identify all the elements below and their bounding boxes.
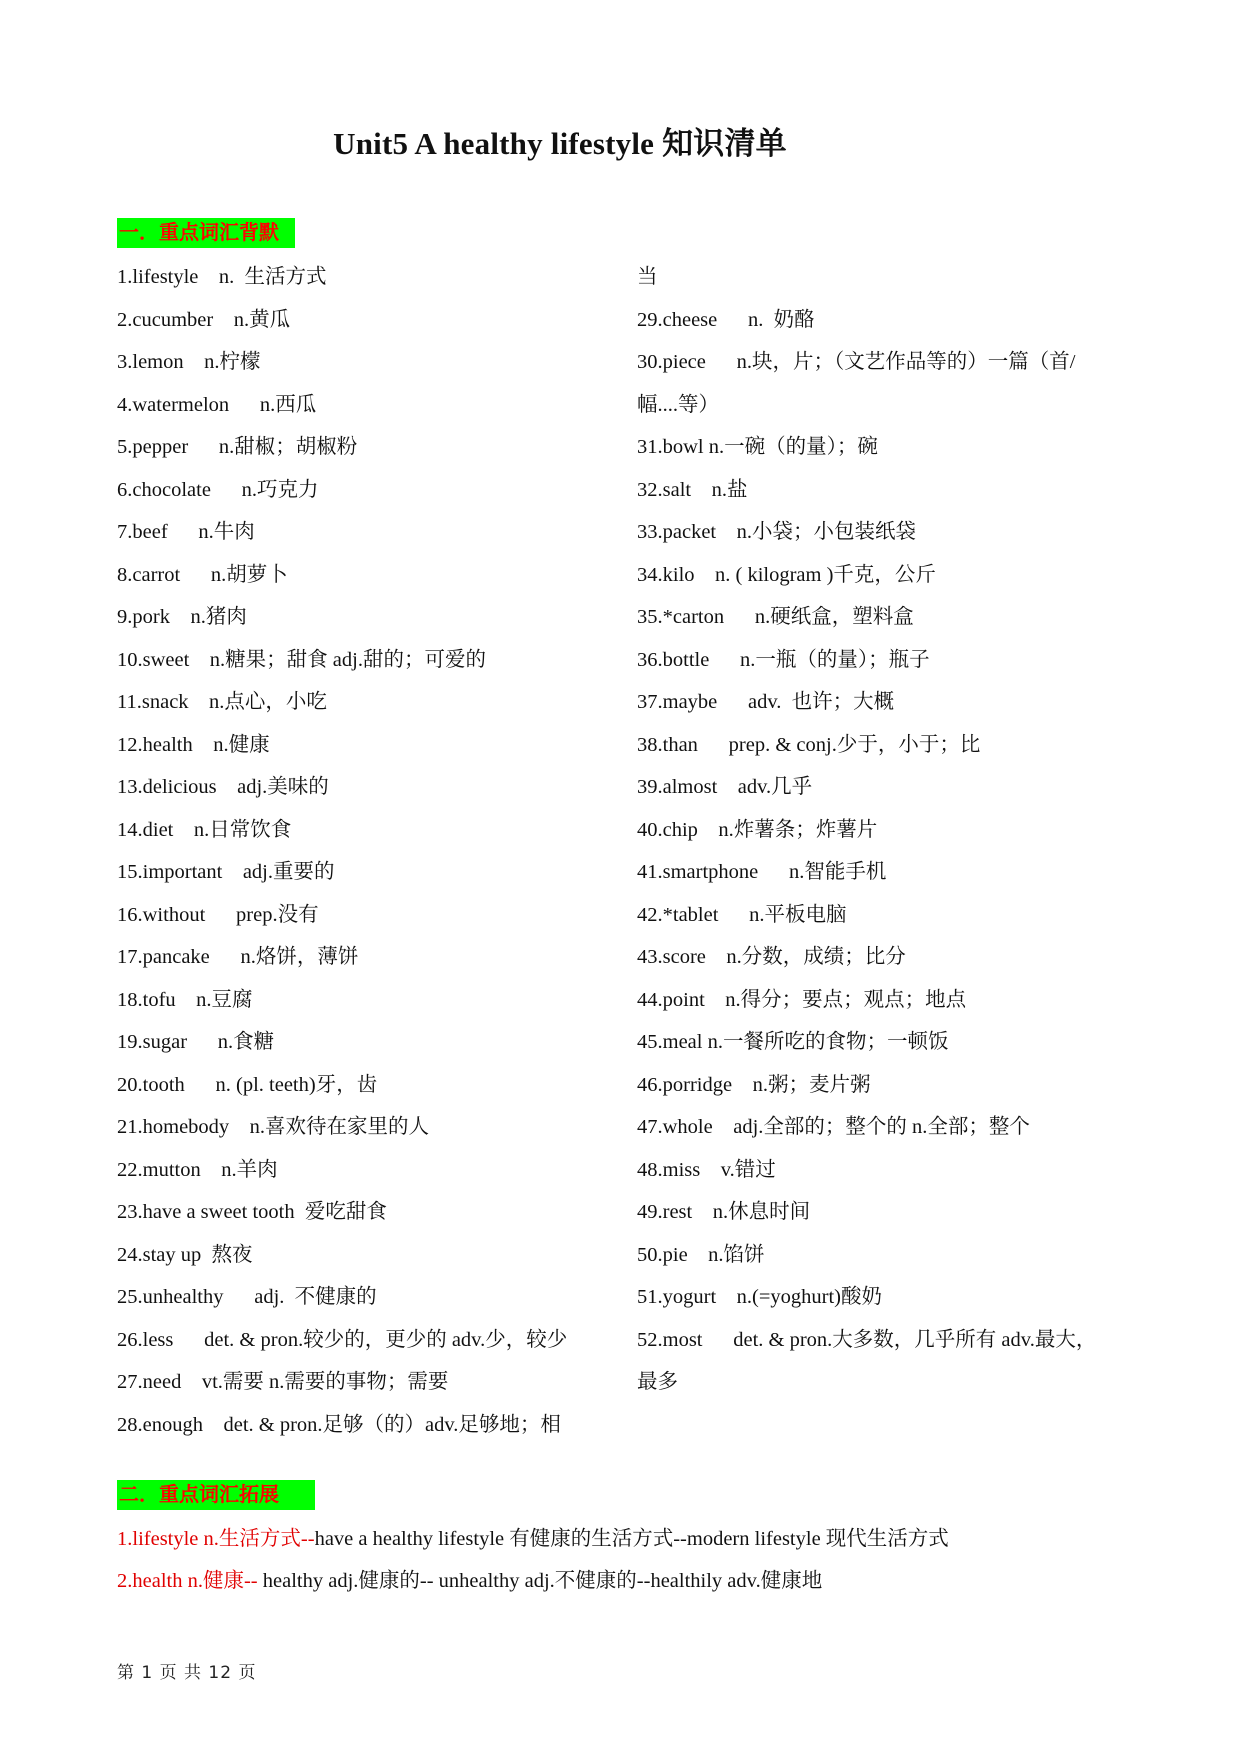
vocab-item: 36.bottle n.一瓶（的量）；瓶子: [637, 648, 930, 671]
vocab-item: 20.tooth n. (pl. teeth)牙，齿: [117, 1073, 378, 1096]
vocab-item: 10.sweet n.糖果；甜食 adj.甜的；可爱的: [117, 648, 486, 671]
vocab-item: 7.beef n.牛肉: [117, 521, 255, 543]
vocab-item: 24.stay up 熬夜: [117, 1243, 253, 1266]
vocab-item: 27.need vt.需要 n.需要的事物；需要: [117, 1371, 449, 1393]
vocab-item: 25.unhealthy adj. 不健康的: [117, 1286, 377, 1308]
vocab-item: 11.snack n.点心，小吃: [117, 691, 327, 713]
vocab-item: 42.*tablet n.平板电脑: [637, 903, 847, 926]
vocab-column-left: [117, 256, 617, 1446]
vocab-item: 46.porridge n.粥；麦片粥: [637, 1073, 871, 1096]
vocab-item: 28.enough det. & pron.足够（的）adv.足够地；相: [117, 1413, 561, 1436]
vocab-item: 22.mutton n.羊肉: [117, 1158, 278, 1181]
extension-line: [117, 1560, 822, 1602]
vocab-item: 33.packet n.小袋；小包装纸袋: [637, 521, 916, 543]
vocab-item: 23.have a sweet tooth 爱吃甜食: [117, 1201, 387, 1223]
vocab-item: 44.point n.得分；要点；观点；地点: [637, 988, 967, 1011]
vocab-item: 5.pepper n.甜椒；胡椒粉: [117, 436, 358, 458]
vocab-item: 37.maybe adv. 也许；大概: [637, 691, 895, 713]
vocab-item: 45.meal n.一餐所吃的食物；一顿饭: [637, 1031, 949, 1053]
vocab-item: 47.whole adj.全部的；整个的 n.全部；整个: [637, 1116, 1030, 1138]
vocab-item: 2.cucumber n.黄瓜: [117, 308, 291, 331]
extension-derivatives: have a healthy lifestyle 有健康的生活方式--modern lifestyle 现代生活方式: [314, 1528, 949, 1550]
vocab-item: 19.sugar n.食糖: [117, 1031, 275, 1053]
vocab-item: 3.lemon n.柠檬: [117, 351, 261, 373]
vocab-item: 51.yogurt n.(=yoghurt)酸奶: [637, 1286, 883, 1308]
vocab-item: 14.diet n.日常饮食: [117, 818, 292, 841]
vocab-item: 50.pie n.馅饼: [637, 1243, 765, 1266]
vocab-item: 16.without prep.没有: [117, 903, 319, 926]
vocab-item: 幅....等）: [637, 393, 719, 416]
vocab-item: 1.lifestyle n. 生活方式: [117, 266, 327, 288]
vocab-item: 6.chocolate n.巧克力: [117, 478, 319, 501]
page-footer: 第 1 页 共 12 页: [117, 1663, 257, 1683]
vocab-item: 52.most det. & pron.大多数，几乎所有 adv.最大，: [637, 1328, 1097, 1351]
vocab-item: 9.pork n.猪肉: [117, 606, 247, 628]
extension-keyword: 2.health n.健康--: [117, 1570, 258, 1592]
vocab-item: 当: [637, 266, 658, 288]
vocab-item: 38.than prep. & conj.少于，小于；比: [637, 733, 981, 756]
vocab-item: 15.important adj.重要的: [117, 861, 335, 883]
vocab-item: 最多: [637, 1371, 678, 1393]
vocab-item: 40.chip n.炸薯条；炸薯片: [637, 818, 878, 841]
page-title: Unit5 A healthy lifestyle 知识清单: [333, 126, 787, 161]
section-heading-vocabulary: 一．重点词汇背默: [117, 218, 295, 248]
vocab-item: 8.carrot n.胡萝卜: [117, 563, 288, 586]
extension-line: [117, 1518, 949, 1560]
vocab-item: 29.cheese n. 奶酪: [637, 308, 815, 331]
vocab-item: 43.score n.分数，成绩；比分: [637, 946, 906, 968]
vocab-item: 26.less det. & pron.较少的，更少的 adv.少，较少: [117, 1328, 568, 1351]
vocab-item: 41.smartphone n.智能手机: [637, 861, 887, 883]
vocab-item: 39.almost adv.几乎: [637, 776, 813, 798]
vocab-item: 21.homebody n.喜欢待在家里的人: [117, 1116, 430, 1138]
vocab-item: 35.*carton n.硬纸盒，塑料盒: [637, 606, 914, 628]
extension-derivatives: healthy adj.健康的-- unhealthy adj.不健康的--healthily adv.健康地: [257, 1570, 823, 1592]
vocab-item: 12.health n.健康: [117, 733, 270, 756]
section-heading-extension: 二．重点词汇拓展: [117, 1480, 315, 1510]
extension-keyword: 1.lifestyle n.生活方式--: [117, 1528, 315, 1550]
vocab-item: 34.kilo n. ( kilogram )千克，公斤: [637, 563, 936, 586]
vocab-item: 17.pancake n.烙饼，薄饼: [117, 946, 359, 968]
vocab-item: 18.tofu n.豆腐: [117, 988, 253, 1011]
vocab-item: 13.delicious adj.美味的: [117, 776, 329, 798]
vocab-item: 48.miss v.错过: [637, 1158, 776, 1181]
vocab-item: 31.bowl n.一碗（的量）；碗: [637, 436, 878, 458]
vocab-column-right: [637, 256, 1137, 1404]
vocab-item: 4.watermelon n.西瓜: [117, 393, 317, 416]
vocab-item: 30.piece n.块，片；（文艺作品等的）一篇（首/: [637, 351, 1076, 373]
vocab-item: 32.salt n.盐: [637, 478, 748, 501]
vocab-item: 49.rest n.休息时间: [637, 1201, 811, 1223]
